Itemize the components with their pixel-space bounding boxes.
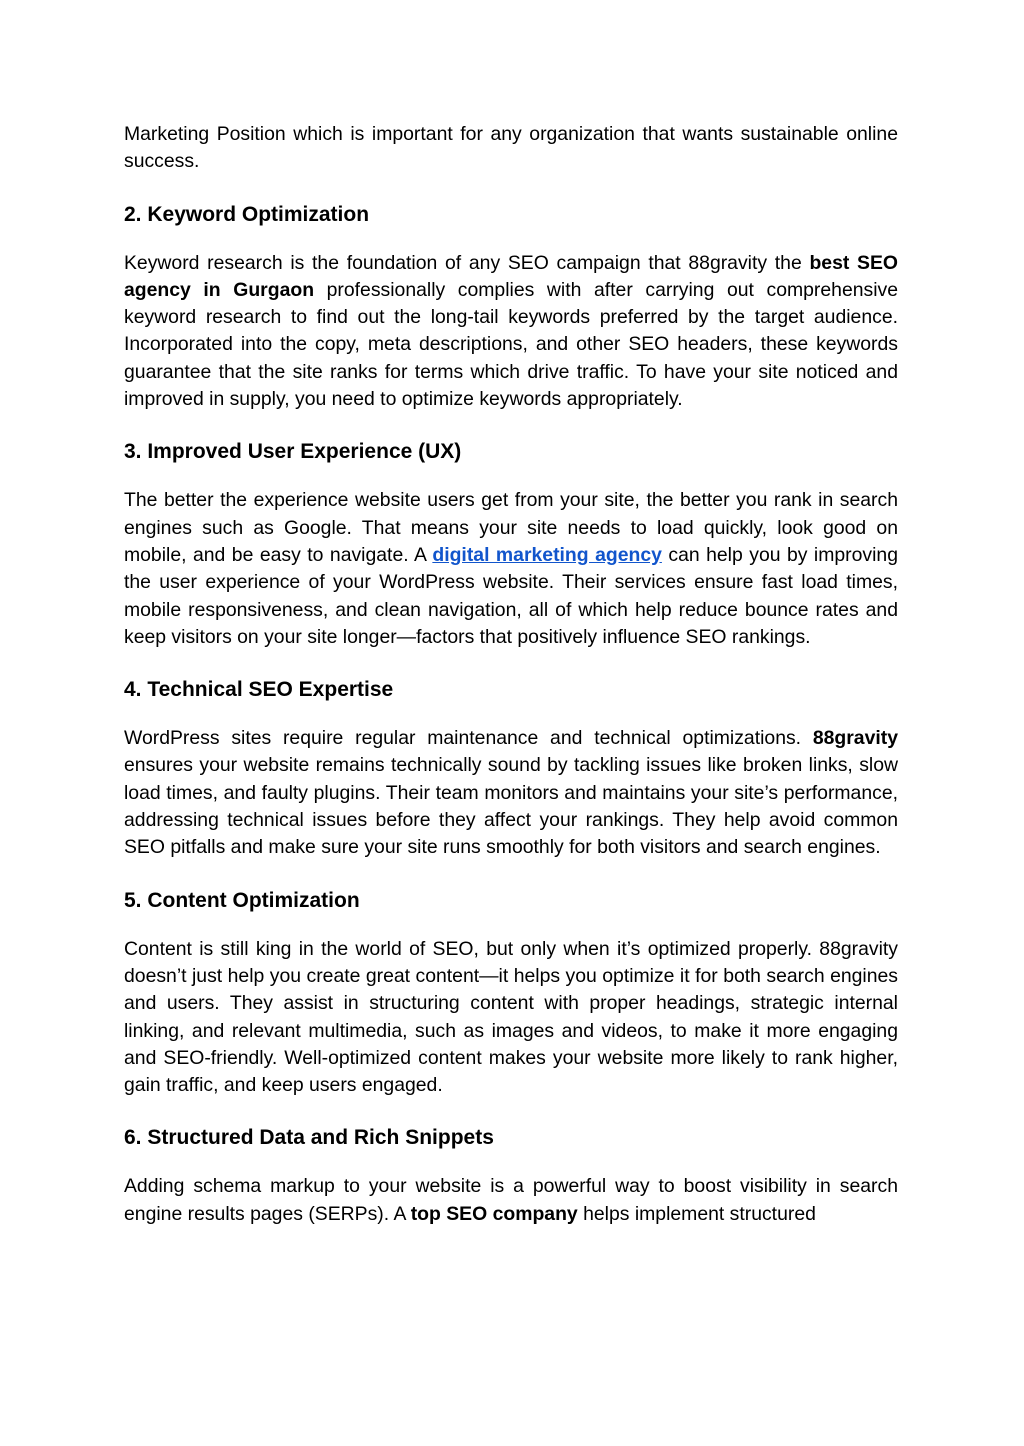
text-span: helps implement structured bbox=[577, 1202, 816, 1225]
heading-technical-seo: 4. Technical SEO Expertise bbox=[124, 678, 394, 702]
bold-keyword-best-seo-agency: best SEO agency in Gurgaon bbox=[124, 251, 898, 301]
technical-seo-paragraph bbox=[124, 725, 898, 861]
text-span: ensures your website remains technically sound by tackling issues like broken links, slow load times, and faulty plugins. Their team monitors and maintains your site’s performance, addressing technical issues before they affect your rankings. They help avoid common SEO pitfalls and make sure your site runs smoothly for both visitors and search engines. bbox=[124, 754, 898, 859]
content-optimization-paragraph: Content is still king in the world of SEO, but only when it’s optimized properly. 88gravity doesn’t just help you create great content—it helps you optimize it for both search engines and users. They assist in structuring content with proper headings, strategic internal linking, and relevant multimedia, such as images and videos, to make it more engaging and SEO-friendly. Well-optimized content makes your website more likely to rank higher, gain traffic, and keep users engaged. bbox=[124, 937, 898, 1097]
structured-data-paragraph bbox=[124, 1173, 898, 1228]
heading-user-experience: 3. Improved User Experience (UX) bbox=[124, 440, 462, 464]
heading-keyword-optimization: 2. Keyword Optimization bbox=[124, 202, 370, 226]
bold-keyword-88gravity: 88gravity bbox=[812, 727, 898, 750]
text-span: The better the experience website users get from your site, the better you rank in search engines such as Google. That means your site needs to load quickly, look good on mobile, and be easy to navigate. A bbox=[124, 489, 898, 566]
heading-structured-data: 6. Structured Data and Rich Snippets bbox=[124, 1126, 494, 1150]
document-page bbox=[124, 121, 898, 1228]
text-span: professionally complies with after carrying out comprehensive keyword research to find out the long-tail keywords preferred by the target audience. Incorporated into the copy, meta descriptions, and other SEO headers, these keywords guarantee that the site ranks for terms which drive traffic. To have your site noticed and improved in supply, you need to optimize keywords appropriately. bbox=[124, 278, 898, 411]
keyword-optimization-paragraph bbox=[124, 250, 898, 414]
text-span: Adding schema markup to your website is a powerful way to boost visibility in search engine results pages (SERPs). A bbox=[124, 1175, 898, 1225]
text-span: can help you by improving the user experience of your WordPress website. Their services ensure fast load times, mobile responsiveness, and clean navigation, all of which help reduce bounce rates and keep visitors on your site longer—factors that positively influence SEO rankings. bbox=[124, 543, 898, 648]
bold-keyword-top-seo-company: top SEO company bbox=[410, 1202, 578, 1225]
intro-paragraph: Marketing Position which is important for any organization that wants sustainable online success. bbox=[124, 123, 898, 173]
text-span: WordPress sites require regular maintenance and technical optimizations. bbox=[124, 727, 813, 750]
user-experience-paragraph bbox=[124, 487, 898, 651]
digital-marketing-agency-link[interactable]: digital marketing agency bbox=[432, 543, 662, 566]
heading-content-optimization: 5. Content Optimization bbox=[124, 888, 360, 912]
text-span: Keyword research is the foundation of any SEO campaign that 88gravity the bbox=[124, 251, 810, 274]
